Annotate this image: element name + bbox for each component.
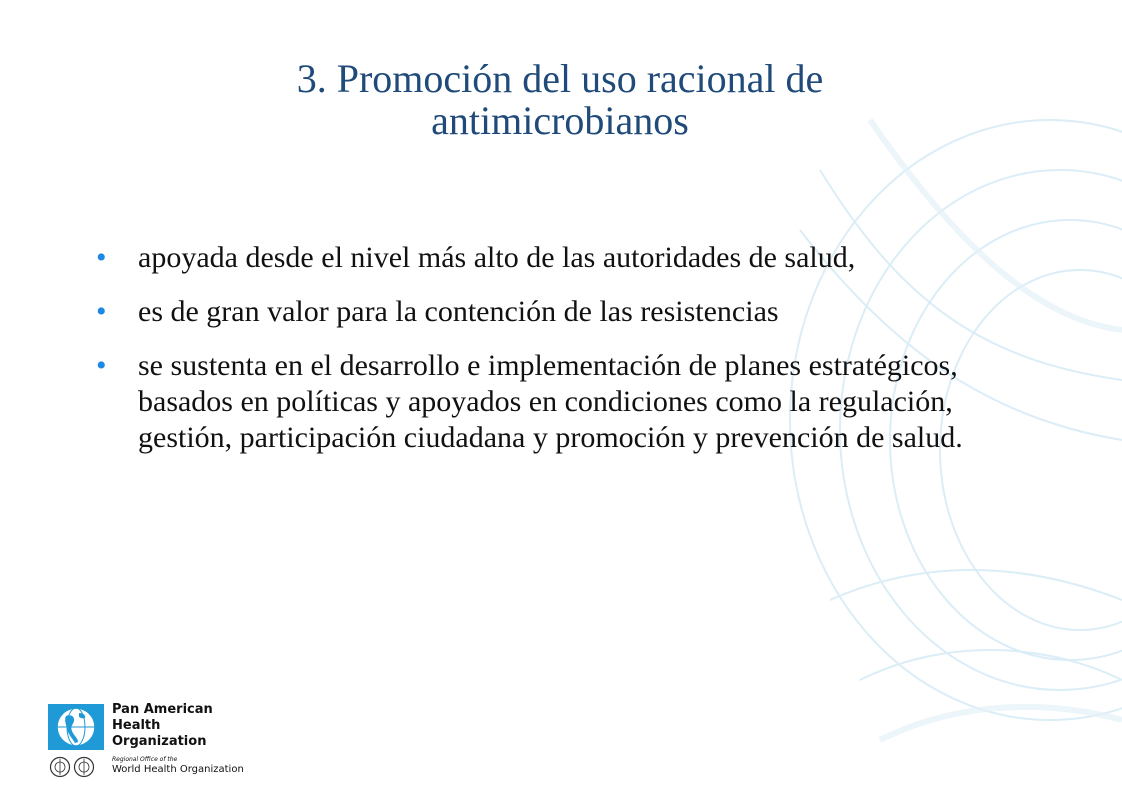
regional-office-label: Regional Office of the xyxy=(112,756,178,763)
slide-title-line1: 3. Promoción del uso racional de xyxy=(296,56,824,101)
paho-name-line1: Pan American xyxy=(112,702,213,717)
who-seal-icons xyxy=(48,756,104,778)
paho-name-line2: Health xyxy=(112,718,161,733)
slide-title xyxy=(130,58,990,142)
bullet-dot-icon: • xyxy=(96,349,107,382)
paho-name-line3: Organization xyxy=(112,734,207,749)
bullet-text: se sustenta en el desarrollo e implementación de planes estratégicos, basados en políticas y apoyados en condiciones como la regulación, gestión, participación ciudadana y promoción y prevención de salud. xyxy=(138,349,963,454)
bullet-dot-icon: • xyxy=(96,295,107,328)
paho-name xyxy=(112,702,213,750)
bullet-text: apoyada desde el nivel más alto de las autoridades de salud, xyxy=(138,241,856,274)
bullet-item xyxy=(96,240,1026,276)
bullet-dot-icon: • xyxy=(96,241,107,274)
paho-logo xyxy=(48,700,248,780)
who-affiliation xyxy=(112,756,244,776)
who-name: World Health Organization xyxy=(112,764,244,775)
globe-icon xyxy=(48,704,104,750)
slide-title-line2: antimicrobianos xyxy=(431,98,689,143)
bullet-list xyxy=(96,240,1026,474)
bullet-item xyxy=(96,348,1026,456)
bullet-text: es de gran valor para la contención de las resistencias xyxy=(138,295,779,328)
bullet-item xyxy=(96,294,1026,330)
